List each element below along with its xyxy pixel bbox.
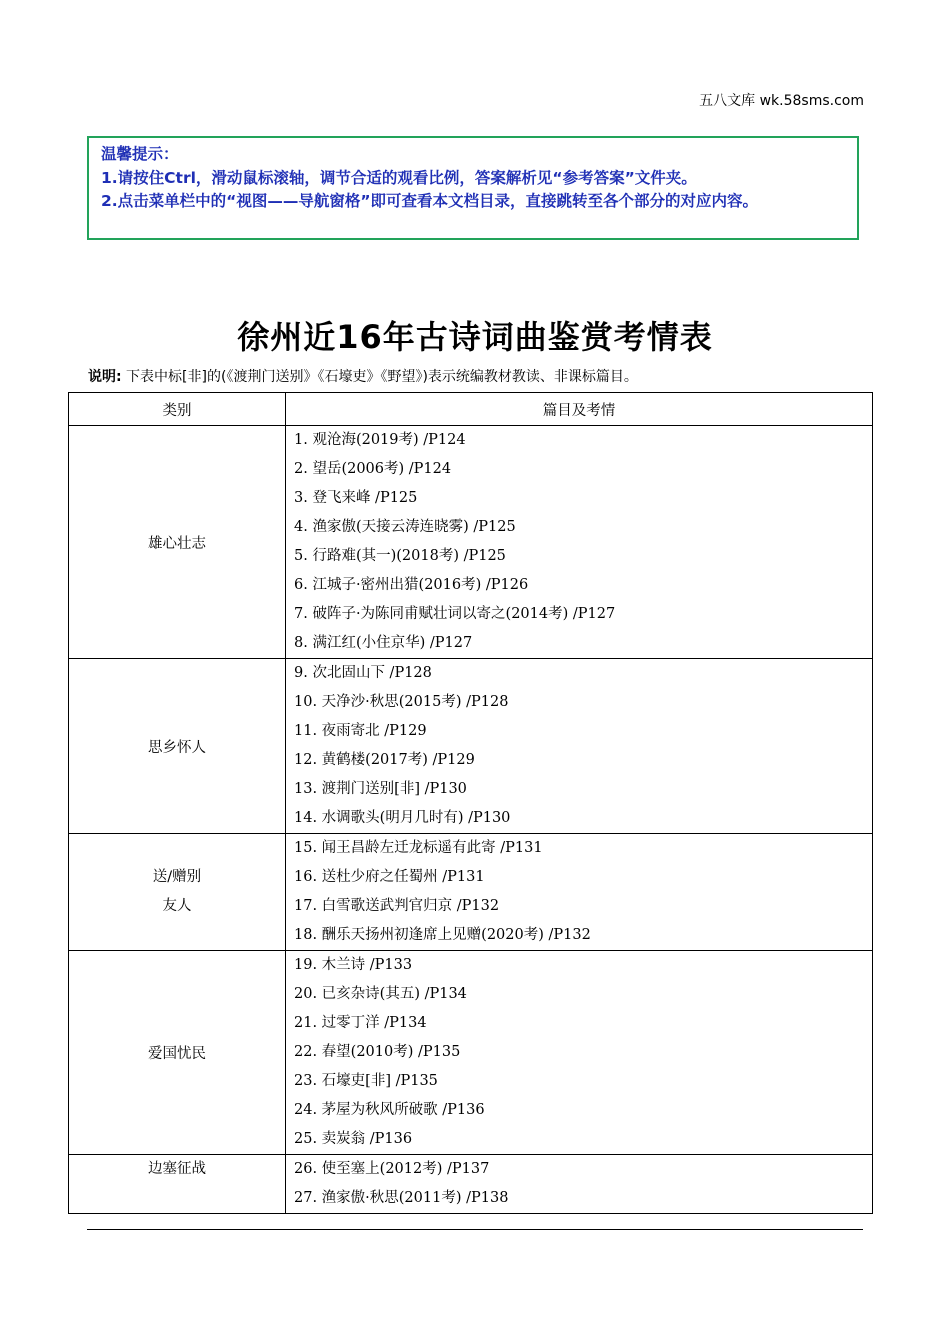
table-row [69, 426, 873, 659]
list-item: 7. 破阵子·为陈同甫赋壮词以寄之(2014考) /P127 [294, 606, 616, 622]
table-header-row [69, 393, 873, 426]
items-cell [286, 1155, 873, 1214]
list-item: 23. 石壕吏[非] /P135 [294, 1073, 438, 1089]
list-item: 21. 过零丁洋 /P134 [294, 1015, 427, 1031]
list-item: 13. 渡荆门送别[非] /P130 [294, 781, 467, 797]
list-item: 22. 春望(2010考) /P135 [294, 1044, 461, 1060]
category-cell: 雄心壮志 [69, 426, 286, 659]
header-category: 类别 [69, 393, 286, 426]
items-cell [286, 951, 873, 1155]
category-cell: 思乡怀人 [69, 659, 286, 834]
list-item: 14. 水调歌头(明月几时有) /P130 [294, 810, 511, 826]
footer-divider [87, 1229, 863, 1230]
table-row [69, 951, 873, 1155]
category-line: 送/赠别 [152, 869, 202, 885]
list-item: 26. 使至塞上(2012考) /P137 [294, 1161, 490, 1177]
list-item: 24. 茅屋为秋风所破歌 /P136 [294, 1102, 485, 1118]
list-item: 8. 满江红(小住京华) /P127 [294, 635, 473, 651]
category-cell: 爱国忧民 [69, 951, 286, 1155]
list-item: 15. 闻王昌龄左迁龙标遥有此寄 /P131 [294, 840, 543, 856]
items-cell [286, 834, 873, 951]
list-item: 5. 行路难(其一)(2018考) /P125 [294, 548, 506, 564]
list-item: 19. 木兰诗 /P133 [294, 957, 413, 973]
tip-box [87, 136, 859, 240]
category-line: 友人 [162, 898, 192, 914]
table-row [69, 1155, 873, 1214]
table-row [69, 834, 873, 951]
tip-heading: 温馨提示： [101, 145, 179, 163]
table-row [69, 659, 873, 834]
note-label: 说明: [88, 369, 122, 385]
list-item: 25. 卖炭翁 /P136 [294, 1131, 413, 1147]
site-watermark: 五八文库 wk.58sms.com [699, 93, 864, 109]
items-cell [286, 426, 873, 659]
list-item: 17. 白雪歌送武判官归京 /P132 [294, 898, 500, 914]
list-item: 12. 黄鹤楼(2017考) /P129 [294, 752, 475, 768]
list-item: 18. 酬乐天扬州初逢席上见赠(2020考) /P132 [294, 927, 591, 943]
header-items: 篇目及考情 [286, 393, 873, 426]
table-note [88, 366, 638, 386]
list-item: 20. 已亥杂诗(其五) /P134 [294, 986, 467, 1002]
category-cell [69, 834, 286, 951]
list-item: 2. 望岳(2006考) /P124 [294, 461, 452, 477]
page-title: 徐州近16年古诗词曲鉴赏考情表 [237, 318, 713, 356]
list-item: 16. 送杜少府之任蜀州 /P131 [294, 869, 485, 885]
tip-line-1: 1.请按住Ctrl，滑动鼠标滚轴，调节合适的观看比例，答案解析见“参考答案”文件夹。 [101, 168, 697, 187]
list-item: 27. 渔家傲·秋思(2011考) /P138 [294, 1190, 509, 1206]
list-item: 3. 登飞来峰 /P125 [294, 490, 418, 506]
note-text: 下表中标[非]的(《渡荆门送别》《石壕吏》《野望》)表示统编教材教读、非课标篇目。 [121, 369, 638, 385]
list-item: 11. 夜雨寄北 /P129 [294, 723, 427, 739]
exam-table [68, 392, 873, 1214]
items-cell [286, 659, 873, 834]
list-item: 6. 江城子·密州出猎(2016考) /P126 [294, 577, 529, 593]
list-item: 9. 次北固山下 /P128 [294, 665, 432, 681]
list-item: 4. 渔家傲(天接云涛连晓雾) /P125 [294, 519, 516, 535]
list-item: 10. 天净沙·秋思(2015考) /P128 [294, 694, 509, 710]
list-item: 1. 观沧海(2019考) /P124 [294, 432, 466, 448]
tip-line-2: 2.点击菜单栏中的“视图——导航窗格”即可查看本文档目录，直接跳转至各个部分的对应内容。 [101, 192, 759, 210]
category-cell: 边塞征战 [69, 1155, 286, 1214]
